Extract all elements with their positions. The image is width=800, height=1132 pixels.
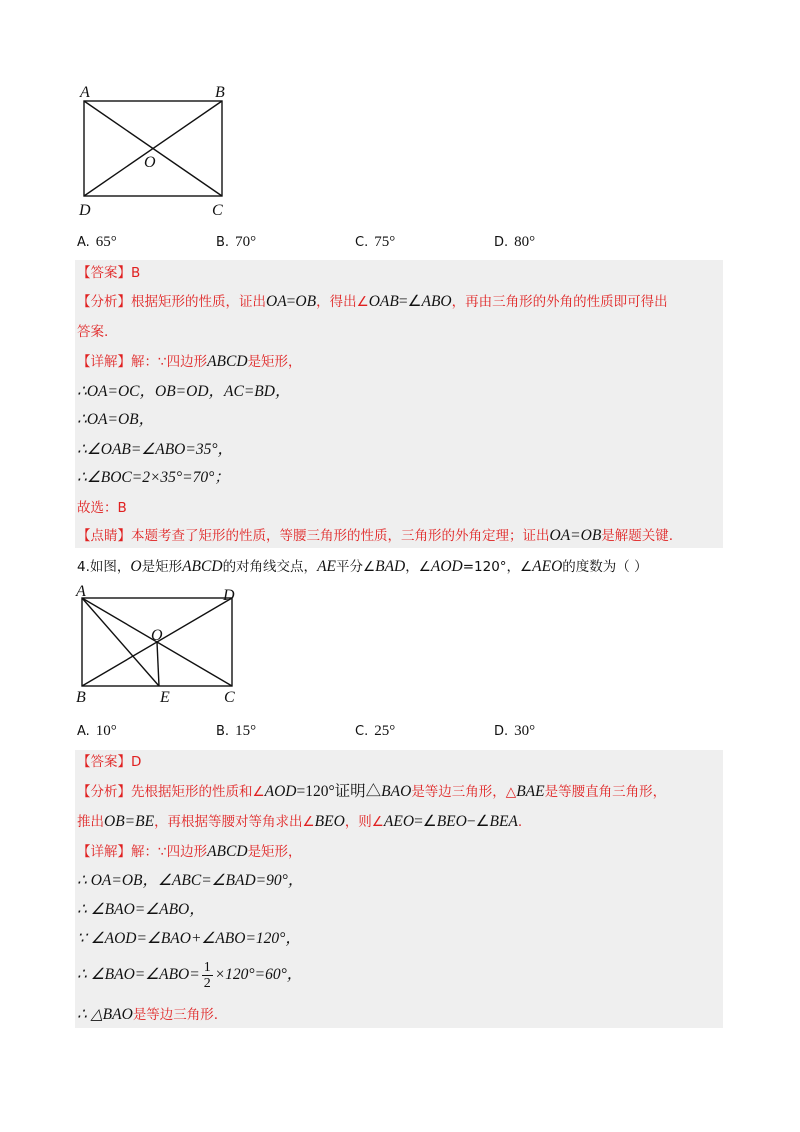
fraction-one-half: $\frac{1}{2}$	[203, 959, 211, 991]
q4-label-b: B	[76, 689, 86, 706]
q4-analysis-line-1: 【分析】先根据矩形的性质和∠AOD=120°证明△BAO是等边三角形，△BAE是等腰直角三角形，	[77, 783, 667, 800]
q3-analysis-line-1: 【分析】根据矩形的性质，证出OA=OB，得出∠OAB=∠ABO，再由三角形的外角的性质即可得出	[77, 293, 668, 310]
q3-label-c: C	[212, 202, 223, 219]
q3-comment-line: 【点睛】本题考查了矩形的性质，等腰三角形的性质，三角形的外角定理；证出OA=OB是解题关键.	[77, 527, 674, 544]
q3-label-b: B	[215, 84, 225, 101]
q3-label-o: O	[144, 154, 156, 171]
q4-label-e: E	[160, 689, 170, 706]
q3-detail-line-4: ∴∠OAB=∠ABO=35°，	[77, 441, 234, 458]
q4-detail-line-1: 【详解】解：∵四边形ABCD是矩形，	[77, 843, 302, 860]
q4-rectangle-figure	[74, 584, 246, 708]
q4-detail-line-6: ∴ △BAO是等边三角形.	[77, 1006, 219, 1023]
q4-label-c: C	[224, 689, 235, 706]
q3-option-b: B. 70°	[216, 234, 257, 250]
q3-rectangle-figure	[76, 80, 236, 220]
q3-label-d: D	[79, 202, 91, 219]
q4-option-b: B. 15°	[216, 723, 257, 739]
q4-solution-box	[75, 750, 723, 1028]
q4-detail-line-3: ∴ ∠BAO=∠ABO，	[77, 901, 205, 918]
q3-option-c: C. 75°	[355, 234, 396, 250]
q4-label-d: D	[223, 587, 235, 604]
q4-detail-line-4: ∵ ∠AOD=∠BAO+∠ABO=120°，	[77, 930, 301, 947]
q4-analysis-line-2: 推出OB=BE，再根据等腰对等角求出∠BEO，则∠AEO=∠BEO−∠BEA.	[77, 813, 523, 830]
q4-label-o: O	[151, 627, 163, 644]
q3-detail-line-3: ∴OA=OB，	[77, 411, 155, 428]
q3-detail-line-5: ∴∠BOC=2×35°=70°；	[77, 469, 230, 486]
q3-detail-line-1: 【详解】解：∵四边形ABCD是矩形，	[77, 353, 302, 370]
q3-label-a: A	[80, 84, 90, 101]
q4-detail-line-2: ∴ OA=OB，∠ABC=∠BAD=90°，	[77, 872, 304, 889]
q4-answer-line: 【答案】D	[77, 754, 142, 770]
q4-label-a: A	[76, 584, 86, 600]
q3-option-a: A. 65°	[77, 234, 117, 250]
q3-choose-line: 故选：B	[77, 500, 127, 516]
q4-option-a: A. 10°	[77, 723, 117, 739]
q4-stem: 4.如图，O是矩形ABCD的对角线交点，AE平分∠BAD，∠AOD=120°，∠AEO的度数为（ ）	[77, 558, 648, 575]
q3-option-d: D. 80°	[494, 234, 536, 250]
q3-detail-line-2: ∴OA=OC，OB=OD，AC=BD，	[77, 383, 291, 400]
q3-analysis-line-2: 答案.	[77, 324, 109, 340]
q4-detail-line-5: ∴ ∠BAO=∠ABO= $\frac{1}{2}$ ×120°=60°，	[77, 959, 303, 991]
q4-option-c: C. 25°	[355, 723, 396, 739]
q4-option-d: D. 30°	[494, 723, 536, 739]
q3-answer-line: 【答案】B	[77, 265, 141, 281]
q3-solution-box	[75, 260, 723, 548]
